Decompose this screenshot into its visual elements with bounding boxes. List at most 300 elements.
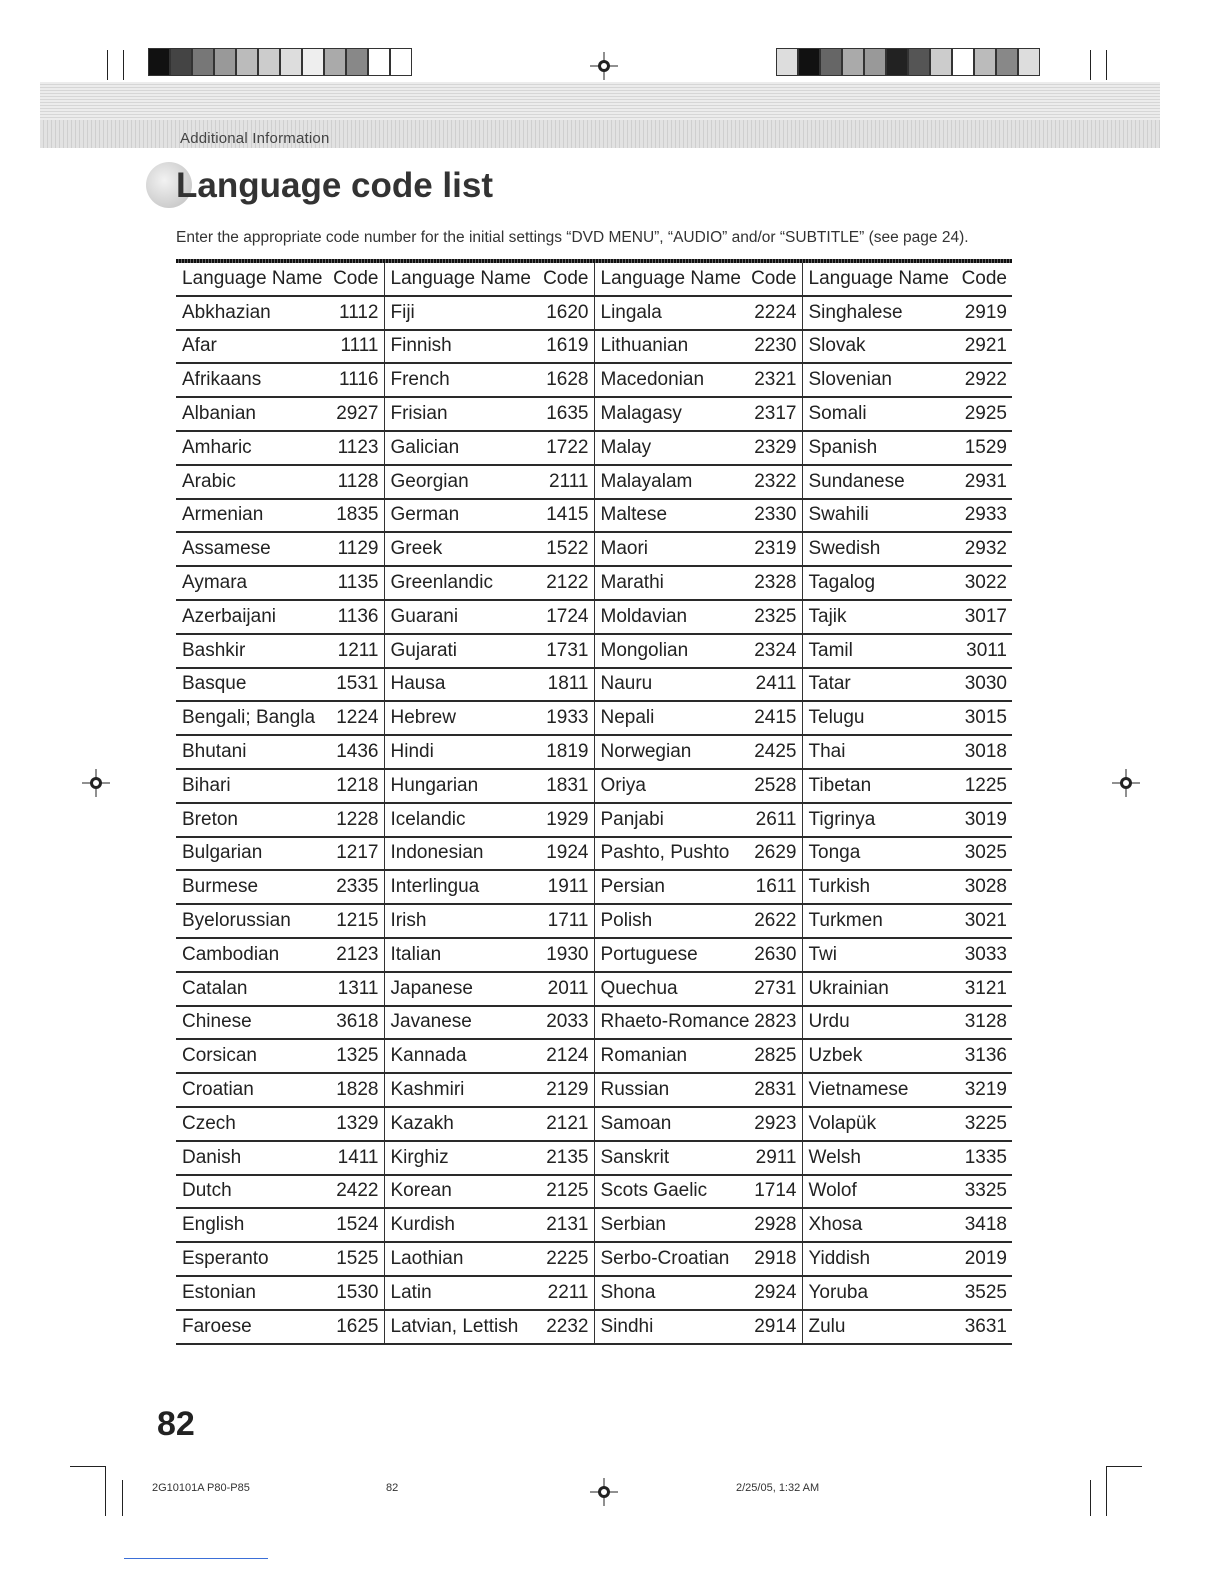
language-name-cell: Polish bbox=[594, 904, 746, 938]
language-name-cell: Irish bbox=[384, 904, 538, 938]
language-code-cell: 2224 bbox=[746, 296, 802, 330]
language-name-cell: Catalan bbox=[176, 972, 328, 1006]
language-code-cell: 2321 bbox=[746, 363, 802, 397]
language-code-cell: 3021 bbox=[954, 904, 1012, 938]
language-code-cell: 1136 bbox=[328, 600, 384, 634]
language-name-cell: Oriya bbox=[594, 769, 746, 803]
language-name-cell: Croatian bbox=[176, 1073, 328, 1107]
table-row bbox=[176, 701, 1012, 735]
language-name-cell: Afar bbox=[176, 330, 328, 364]
language-name-cell: Kazakh bbox=[384, 1107, 538, 1141]
language-code-cell: 1311 bbox=[328, 972, 384, 1006]
language-code-cell: 1128 bbox=[328, 465, 384, 499]
table-row bbox=[176, 870, 1012, 904]
language-name-cell: Nepali bbox=[594, 701, 746, 735]
language-code-cell: 1531 bbox=[328, 668, 384, 702]
language-name-cell: Bihari bbox=[176, 769, 328, 803]
language-name-cell: Scots Gaelic bbox=[594, 1175, 746, 1209]
language-code-cell: 2328 bbox=[746, 566, 802, 600]
table-row bbox=[176, 1242, 1012, 1276]
language-code-cell: 2330 bbox=[746, 499, 802, 533]
language-name-cell: Bulgarian bbox=[176, 837, 328, 871]
language-code-cell: 2925 bbox=[954, 397, 1012, 431]
language-code-cell: 1329 bbox=[328, 1107, 384, 1141]
language-name-cell: Kashmiri bbox=[384, 1073, 538, 1107]
footer-file-id: 2G10101A P80-P85 bbox=[152, 1482, 250, 1494]
crop-mark bbox=[1106, 1466, 1142, 1467]
table-row bbox=[176, 1310, 1012, 1344]
language-name-cell: Kirghiz bbox=[384, 1141, 538, 1175]
language-name-cell: Icelandic bbox=[384, 803, 538, 837]
table-row bbox=[176, 769, 1012, 803]
language-code-table bbox=[176, 263, 1012, 1345]
language-code-cell: 2033 bbox=[538, 1006, 594, 1040]
language-name-cell: Greenlandic bbox=[384, 566, 538, 600]
language-code-cell: 2211 bbox=[538, 1276, 594, 1310]
language-name-cell: English bbox=[176, 1208, 328, 1242]
page-title: Language code list bbox=[176, 166, 493, 205]
language-code-cell: 1711 bbox=[538, 904, 594, 938]
divider-line bbox=[124, 1558, 268, 1559]
language-code-cell: 2111 bbox=[538, 465, 594, 499]
language-code-cell: 1924 bbox=[538, 837, 594, 871]
section-label: Additional Information bbox=[180, 130, 330, 147]
table-row bbox=[176, 296, 1012, 330]
language-code-cell: 3033 bbox=[954, 938, 1012, 972]
language-name-cell: Spanish bbox=[802, 431, 954, 465]
language-name-cell: Kannada bbox=[384, 1039, 538, 1073]
language-name-cell: Maori bbox=[594, 532, 746, 566]
language-code-cell: 2629 bbox=[746, 837, 802, 871]
language-code-cell: 3136 bbox=[954, 1039, 1012, 1073]
language-name-cell: Burmese bbox=[176, 870, 328, 904]
table-row bbox=[176, 1208, 1012, 1242]
intro-text: Enter the appropriate code number for the initial settings “DVD MENU”, “AUDIO” and/or “SUBTITLE” (see page 24). bbox=[176, 229, 969, 246]
language-name-cell: Tajik bbox=[802, 600, 954, 634]
language-code-cell: 3225 bbox=[954, 1107, 1012, 1141]
language-name-cell: Wolof bbox=[802, 1175, 954, 1209]
language-name-cell: Thai bbox=[802, 735, 954, 769]
language-code-cell: 3022 bbox=[954, 566, 1012, 600]
language-name-cell: Interlingua bbox=[384, 870, 538, 904]
language-code-cell: 1731 bbox=[538, 634, 594, 668]
language-code-cell: 1135 bbox=[328, 566, 384, 600]
language-name-cell: Chinese bbox=[176, 1006, 328, 1040]
language-name-cell: Estonian bbox=[176, 1276, 328, 1310]
language-code-cell: 2011 bbox=[538, 972, 594, 1006]
language-code-cell: 3019 bbox=[954, 803, 1012, 837]
language-code-cell: 1228 bbox=[328, 803, 384, 837]
table-row bbox=[176, 972, 1012, 1006]
language-code-cell: 1436 bbox=[328, 735, 384, 769]
footer-page: 82 bbox=[386, 1482, 399, 1494]
language-code-cell: 1611 bbox=[746, 870, 802, 904]
table-row bbox=[176, 499, 1012, 533]
crop-mark bbox=[1106, 50, 1107, 80]
table-body bbox=[176, 296, 1012, 1344]
language-name-cell: Hausa bbox=[384, 668, 538, 702]
language-code-cell: 2528 bbox=[746, 769, 802, 803]
language-name-cell: Albanian bbox=[176, 397, 328, 431]
language-code-cell: 3121 bbox=[954, 972, 1012, 1006]
language-name-cell: Afrikaans bbox=[176, 363, 328, 397]
language-name-cell: Javanese bbox=[384, 1006, 538, 1040]
language-name-cell: Mongolian bbox=[594, 634, 746, 668]
table-row bbox=[176, 566, 1012, 600]
table-row bbox=[176, 532, 1012, 566]
language-name-cell: Tatar bbox=[802, 668, 954, 702]
language-name-cell: Bhutani bbox=[176, 735, 328, 769]
language-name-cell: Japanese bbox=[384, 972, 538, 1006]
language-name-cell: Maltese bbox=[594, 499, 746, 533]
column-header-language-name: Language Name bbox=[802, 263, 954, 296]
language-code-cell: 1529 bbox=[954, 431, 1012, 465]
table-row bbox=[176, 803, 1012, 837]
language-code-cell: 1819 bbox=[538, 735, 594, 769]
language-code-cell: 3325 bbox=[954, 1175, 1012, 1209]
language-code-cell: 1929 bbox=[538, 803, 594, 837]
language-code-cell: 1620 bbox=[538, 296, 594, 330]
language-name-cell: Sindhi bbox=[594, 1310, 746, 1344]
language-code-cell: 2335 bbox=[328, 870, 384, 904]
language-name-cell: Bashkir bbox=[176, 634, 328, 668]
language-name-cell: Xhosa bbox=[802, 1208, 954, 1242]
language-code-cell: 2918 bbox=[746, 1242, 802, 1276]
language-code-cell: 3018 bbox=[954, 735, 1012, 769]
language-code-cell: 1112 bbox=[328, 296, 384, 330]
table-row bbox=[176, 330, 1012, 364]
table-row bbox=[176, 1175, 1012, 1209]
language-name-cell: Amharic bbox=[176, 431, 328, 465]
language-name-cell: Malayalam bbox=[594, 465, 746, 499]
registration-mark-icon bbox=[82, 769, 110, 797]
language-code-cell: 2129 bbox=[538, 1073, 594, 1107]
table-row bbox=[176, 1276, 1012, 1310]
language-name-cell: Norwegian bbox=[594, 735, 746, 769]
language-name-cell: Assamese bbox=[176, 532, 328, 566]
table-header-row bbox=[176, 263, 1012, 296]
column-header-code: Code bbox=[746, 263, 802, 296]
language-name-cell: Quechua bbox=[594, 972, 746, 1006]
language-name-cell: Yiddish bbox=[802, 1242, 954, 1276]
language-code-cell: 1415 bbox=[538, 499, 594, 533]
registration-mark-icon bbox=[590, 52, 618, 80]
language-name-cell: Laothian bbox=[384, 1242, 538, 1276]
language-name-cell: Hebrew bbox=[384, 701, 538, 735]
language-name-cell: Uzbek bbox=[802, 1039, 954, 1073]
registration-mark-icon bbox=[1112, 769, 1140, 797]
language-name-cell: Aymara bbox=[176, 566, 328, 600]
language-name-cell: Hungarian bbox=[384, 769, 538, 803]
color-registration-bar bbox=[148, 48, 412, 76]
crop-mark bbox=[107, 50, 108, 80]
language-code-cell: 2329 bbox=[746, 431, 802, 465]
table-row bbox=[176, 837, 1012, 871]
language-name-cell: Sanskrit bbox=[594, 1141, 746, 1175]
language-code-cell: 1129 bbox=[328, 532, 384, 566]
language-name-cell: Lithuanian bbox=[594, 330, 746, 364]
language-code-cell: 2923 bbox=[746, 1107, 802, 1141]
language-name-cell: Telugu bbox=[802, 701, 954, 735]
language-code-cell: 2911 bbox=[746, 1141, 802, 1175]
language-name-cell: French bbox=[384, 363, 538, 397]
language-name-cell: Fiji bbox=[384, 296, 538, 330]
language-name-cell: Byelorussian bbox=[176, 904, 328, 938]
table-row bbox=[176, 668, 1012, 702]
language-name-cell: Portuguese bbox=[594, 938, 746, 972]
language-code-cell: 2124 bbox=[538, 1039, 594, 1073]
language-code-cell: 3525 bbox=[954, 1276, 1012, 1310]
language-name-cell: Persian bbox=[594, 870, 746, 904]
language-name-cell: Moldavian bbox=[594, 600, 746, 634]
language-code-cell: 1218 bbox=[328, 769, 384, 803]
language-name-cell: Armenian bbox=[176, 499, 328, 533]
language-code-cell: 2324 bbox=[746, 634, 802, 668]
language-code-cell: 2922 bbox=[954, 363, 1012, 397]
language-name-cell: Turkish bbox=[802, 870, 954, 904]
language-code-cell: 1831 bbox=[538, 769, 594, 803]
language-code-cell: 2731 bbox=[746, 972, 802, 1006]
table-row bbox=[176, 465, 1012, 499]
language-name-cell: Greek bbox=[384, 532, 538, 566]
language-name-cell: Volapük bbox=[802, 1107, 954, 1141]
language-code-cell: 2931 bbox=[954, 465, 1012, 499]
language-name-cell: Somali bbox=[802, 397, 954, 431]
language-name-cell: Bengali; Bangla bbox=[176, 701, 328, 735]
language-code-cell: 2125 bbox=[538, 1175, 594, 1209]
language-code-cell: 2831 bbox=[746, 1073, 802, 1107]
language-code-cell: 1530 bbox=[328, 1276, 384, 1310]
language-code-cell: 3015 bbox=[954, 701, 1012, 735]
table-row bbox=[176, 600, 1012, 634]
language-code-cell: 2928 bbox=[746, 1208, 802, 1242]
crop-mark bbox=[105, 1466, 106, 1516]
language-name-cell: Breton bbox=[176, 803, 328, 837]
language-code-cell: 1411 bbox=[328, 1141, 384, 1175]
language-name-cell: Korean bbox=[384, 1175, 538, 1209]
language-name-cell: Sundanese bbox=[802, 465, 954, 499]
language-code-cell: 1835 bbox=[328, 499, 384, 533]
language-code-cell: 1215 bbox=[328, 904, 384, 938]
column-header-language-name: Language Name bbox=[384, 263, 538, 296]
language-code-cell: 1111 bbox=[328, 330, 384, 364]
table-row bbox=[176, 363, 1012, 397]
language-code-cell: 1724 bbox=[538, 600, 594, 634]
language-code-cell: 1714 bbox=[746, 1175, 802, 1209]
table-row bbox=[176, 1006, 1012, 1040]
language-name-cell: Twi bbox=[802, 938, 954, 972]
language-name-cell: Urdu bbox=[802, 1006, 954, 1040]
language-code-cell: 1116 bbox=[328, 363, 384, 397]
language-name-cell: Turkmen bbox=[802, 904, 954, 938]
language-code-cell: 1933 bbox=[538, 701, 594, 735]
language-code-cell: 2823 bbox=[746, 1006, 802, 1040]
language-name-cell: Guarani bbox=[384, 600, 538, 634]
language-name-cell: Corsican bbox=[176, 1039, 328, 1073]
language-name-cell: Kurdish bbox=[384, 1208, 538, 1242]
language-code-cell: 3028 bbox=[954, 870, 1012, 904]
language-name-cell: Slovenian bbox=[802, 363, 954, 397]
language-code-cell: 2921 bbox=[954, 330, 1012, 364]
table-row bbox=[176, 1073, 1012, 1107]
table-row bbox=[176, 735, 1012, 769]
language-code-cell: 1635 bbox=[538, 397, 594, 431]
language-code-cell: 2415 bbox=[746, 701, 802, 735]
language-code-cell: 2121 bbox=[538, 1107, 594, 1141]
language-code-cell: 1335 bbox=[954, 1141, 1012, 1175]
language-name-cell: Panjabi bbox=[594, 803, 746, 837]
table-row bbox=[176, 1107, 1012, 1141]
language-name-cell: German bbox=[384, 499, 538, 533]
table-row bbox=[176, 904, 1012, 938]
language-code-cell: 1625 bbox=[328, 1310, 384, 1344]
language-name-cell: Italian bbox=[384, 938, 538, 972]
language-code-cell: 2927 bbox=[328, 397, 384, 431]
language-name-cell: Nauru bbox=[594, 668, 746, 702]
language-name-cell: Malagasy bbox=[594, 397, 746, 431]
language-code-cell: 2131 bbox=[538, 1208, 594, 1242]
language-code-cell: 2019 bbox=[954, 1242, 1012, 1276]
language-code-cell: 1224 bbox=[328, 701, 384, 735]
language-code-cell: 2232 bbox=[538, 1310, 594, 1344]
language-code-cell: 2319 bbox=[746, 532, 802, 566]
language-code-cell: 3030 bbox=[954, 668, 1012, 702]
table-row bbox=[176, 1141, 1012, 1175]
registration-mark-icon bbox=[590, 1478, 618, 1506]
language-name-cell: Macedonian bbox=[594, 363, 746, 397]
language-code-cell: 1522 bbox=[538, 532, 594, 566]
language-code-cell: 1524 bbox=[328, 1208, 384, 1242]
language-name-cell: Yoruba bbox=[802, 1276, 954, 1310]
language-name-cell: Vietnamese bbox=[802, 1073, 954, 1107]
language-name-cell: Singhalese bbox=[802, 296, 954, 330]
language-code-cell: 2135 bbox=[538, 1141, 594, 1175]
language-name-cell: Indonesian bbox=[384, 837, 538, 871]
language-code-cell: 2422 bbox=[328, 1175, 384, 1209]
language-code-cell: 2630 bbox=[746, 938, 802, 972]
language-code-cell: 2825 bbox=[746, 1039, 802, 1073]
language-name-cell: Georgian bbox=[384, 465, 538, 499]
language-name-cell: Latvian, Lettish bbox=[384, 1310, 538, 1344]
language-name-cell: Arabic bbox=[176, 465, 328, 499]
language-code-cell: 3017 bbox=[954, 600, 1012, 634]
language-code-cell: 2230 bbox=[746, 330, 802, 364]
column-header-code: Code bbox=[328, 263, 384, 296]
language-name-cell: Serbian bbox=[594, 1208, 746, 1242]
language-name-cell: Hindi bbox=[384, 735, 538, 769]
language-code-cell: 1217 bbox=[328, 837, 384, 871]
language-name-cell: Cambodian bbox=[176, 938, 328, 972]
table-row bbox=[176, 938, 1012, 972]
language-code-cell: 3011 bbox=[954, 634, 1012, 668]
column-header-language-name: Language Name bbox=[594, 263, 746, 296]
language-name-cell: Pashto, Pushto bbox=[594, 837, 746, 871]
language-name-cell: Marathi bbox=[594, 566, 746, 600]
language-name-cell: Galician bbox=[384, 431, 538, 465]
language-name-cell: Welsh bbox=[802, 1141, 954, 1175]
language-code-cell: 1722 bbox=[538, 431, 594, 465]
crop-mark bbox=[1090, 1480, 1091, 1516]
language-code-cell: 1930 bbox=[538, 938, 594, 972]
column-header-code: Code bbox=[538, 263, 594, 296]
language-code-cell: 3219 bbox=[954, 1073, 1012, 1107]
table-row bbox=[176, 1039, 1012, 1073]
language-name-cell: Shona bbox=[594, 1276, 746, 1310]
language-name-cell: Tagalog bbox=[802, 566, 954, 600]
language-code-cell: 2914 bbox=[746, 1310, 802, 1344]
language-name-cell: Tibetan bbox=[802, 769, 954, 803]
language-name-cell: Tigrinya bbox=[802, 803, 954, 837]
language-name-cell: Swedish bbox=[802, 532, 954, 566]
language-code-cell: 3128 bbox=[954, 1006, 1012, 1040]
language-name-cell: Faroese bbox=[176, 1310, 328, 1344]
language-code-cell: 3618 bbox=[328, 1006, 384, 1040]
language-code-cell: 2123 bbox=[328, 938, 384, 972]
language-name-cell: Abkhazian bbox=[176, 296, 328, 330]
language-code-cell: 2322 bbox=[746, 465, 802, 499]
language-name-cell: Ukrainian bbox=[802, 972, 954, 1006]
table-row bbox=[176, 634, 1012, 668]
crop-mark bbox=[70, 1466, 106, 1467]
language-code-cell: 1325 bbox=[328, 1039, 384, 1073]
language-name-cell: Russian bbox=[594, 1073, 746, 1107]
table-row bbox=[176, 431, 1012, 465]
language-name-cell: Zulu bbox=[802, 1310, 954, 1344]
language-code-cell: 2122 bbox=[538, 566, 594, 600]
language-name-cell: Malay bbox=[594, 431, 746, 465]
language-code-cell: 2325 bbox=[746, 600, 802, 634]
language-code-cell: 2924 bbox=[746, 1276, 802, 1310]
language-code-cell: 1811 bbox=[538, 668, 594, 702]
language-code-cell: 1628 bbox=[538, 363, 594, 397]
column-header-code: Code bbox=[954, 263, 1012, 296]
language-name-cell: Basque bbox=[176, 668, 328, 702]
column-header-language-name: Language Name bbox=[176, 263, 328, 296]
language-name-cell: Rhaeto-Romance bbox=[594, 1006, 746, 1040]
crop-mark bbox=[1090, 50, 1091, 80]
language-name-cell: Czech bbox=[176, 1107, 328, 1141]
language-name-cell: Tamil bbox=[802, 634, 954, 668]
crop-mark bbox=[123, 50, 124, 80]
language-name-cell: Swahili bbox=[802, 499, 954, 533]
color-registration-bar bbox=[776, 48, 1040, 76]
language-code-cell: 2317 bbox=[746, 397, 802, 431]
language-code-cell: 2611 bbox=[746, 803, 802, 837]
language-code-cell: 1525 bbox=[328, 1242, 384, 1276]
language-name-cell: Esperanto bbox=[176, 1242, 328, 1276]
language-code-cell: 2425 bbox=[746, 735, 802, 769]
language-code-cell: 2225 bbox=[538, 1242, 594, 1276]
language-name-cell: Romanian bbox=[594, 1039, 746, 1073]
language-code-cell: 1619 bbox=[538, 330, 594, 364]
language-code-cell: 1123 bbox=[328, 431, 384, 465]
footer-timestamp: 2/25/05, 1:32 AM bbox=[736, 1482, 820, 1494]
crop-mark bbox=[1106, 1466, 1107, 1516]
language-name-cell: Samoan bbox=[594, 1107, 746, 1141]
language-code-cell: 2622 bbox=[746, 904, 802, 938]
language-name-cell: Danish bbox=[176, 1141, 328, 1175]
language-name-cell: Lingala bbox=[594, 296, 746, 330]
language-code-cell: 1828 bbox=[328, 1073, 384, 1107]
crop-mark bbox=[122, 1480, 123, 1516]
language-name-cell: Serbo-Croatian bbox=[594, 1242, 746, 1276]
language-name-cell: Dutch bbox=[176, 1175, 328, 1209]
language-name-cell: Tonga bbox=[802, 837, 954, 871]
language-name-cell: Azerbaijani bbox=[176, 600, 328, 634]
language-name-cell: Gujarati bbox=[384, 634, 538, 668]
language-code-cell: 3631 bbox=[954, 1310, 1012, 1344]
language-code-cell: 3025 bbox=[954, 837, 1012, 871]
